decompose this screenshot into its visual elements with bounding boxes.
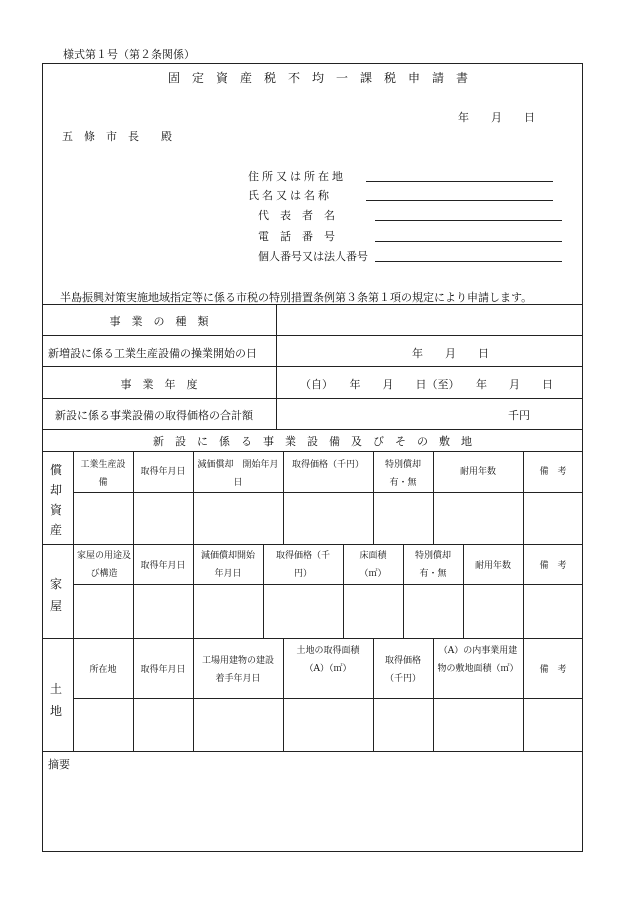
form-number: 様式第１号（第２条関係） (63, 48, 195, 61)
dep-header-special: 特別償却有・無 (384, 460, 421, 488)
phone-input[interactable] (375, 241, 562, 242)
land-header-area: 土地の取得面積（A）（㎡） (296, 646, 360, 674)
name-input[interactable] (366, 200, 553, 201)
date-field[interactable]: 年 月 日 (458, 111, 535, 124)
house-header-dep-start: 減価償却開始年月日 (200, 551, 255, 579)
fiscal-year-input[interactable]: （自） 年 月 日（至） 年 月 日 (300, 378, 553, 391)
representative-label: 代 表 者 名 (258, 209, 335, 222)
representative-input[interactable] (375, 220, 562, 221)
house-header-remarks: 備 考 (539, 561, 567, 571)
house-header-special: 特別償却有・無 (414, 551, 451, 579)
land-label: 土地 (50, 682, 63, 718)
dep-header-remarks: 備 考 (539, 467, 567, 477)
address-input[interactable] (366, 181, 553, 182)
land-header-location: 所在地 (89, 665, 117, 675)
dep-header-acq-date: 取得年月日 (140, 467, 186, 477)
addressee: 五 條 市 長 殿 (62, 130, 172, 143)
id-number-label: 個人番号又は法人番号 (258, 250, 368, 263)
land-header-remarks: 備 考 (539, 665, 567, 675)
house-header-floor: 床面積（㎡） (359, 551, 387, 579)
id-number-input[interactable] (375, 261, 562, 262)
address-label: 住所又は所在地 (248, 170, 346, 183)
business-type-label: 事 業 の 種 類 (109, 315, 209, 328)
phone-label: 電 話 番 号 (258, 230, 335, 243)
dep-header-cost: 取得価格（千円） (292, 460, 365, 470)
total-cost-unit: 千円 (508, 409, 530, 422)
fiscal-year-label: 事 業 年 度 (120, 378, 198, 391)
total-cost-label: 新設に係る事業設備の取得価格の合計額 (55, 409, 253, 422)
business-type-input[interactable] (277, 305, 582, 334)
name-label: 氏名又は名称 (248, 189, 332, 202)
operation-start-input[interactable]: 年 月 日 (412, 347, 489, 360)
house-header-use: 家屋の用途及び構造 (76, 551, 131, 579)
remarks-label: 摘要 (48, 758, 70, 771)
dep-header-equipment: 工業生産設備 (80, 460, 126, 488)
section-title: 新 設 に 係 る 事 業 設 備 及 び そ の 敷 地 (153, 435, 472, 448)
remarks-input[interactable] (43, 770, 582, 850)
land-header-acq-date: 取得年月日 (140, 665, 186, 675)
house-header-cost: 取得価格（千円） (275, 551, 330, 579)
house-label: 家屋 (50, 577, 63, 613)
statement: 半島振興対策実施地域指定等に係る市税の特別措置条例第３条第１項の規定により申請します。 (60, 291, 533, 304)
dep-header-life: 耐用年数 (459, 467, 496, 477)
house-header-life: 耐用年数 (474, 561, 511, 571)
land-header-site-area: （A）の内事業用建物の敷地面積（㎡） (437, 646, 519, 674)
form-title: 固 定 資 産 税 不 均 一 課 税 申 請 書 (168, 71, 469, 85)
land-header-cost: 取得価格（千円） (384, 656, 421, 684)
operation-start-label: 新増設に係る工業生産設備の操業開始の日 (48, 347, 257, 360)
house-header-acq-date: 取得年月日 (140, 561, 186, 571)
land-header-build-start: 工場用建物の建設着手年月日 (201, 656, 274, 684)
dep-header-dep-start: 減価償却 開始年月日 (197, 460, 279, 488)
depreciable-assets-label: 償却資産 (50, 463, 63, 537)
